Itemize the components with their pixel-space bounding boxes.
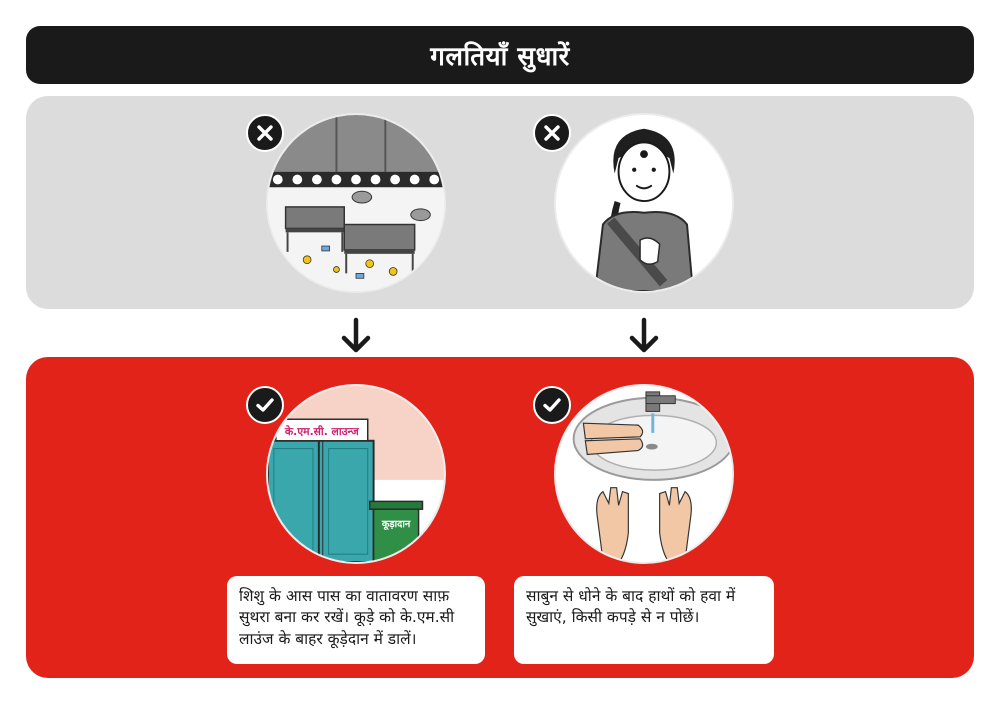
caption-clean-environment: शिशु के आस पास का वातावरण साफ़ सुथरा बना कर रखें। कूड़े को के.एम.सी लाउंज के बाहर कूड़ेदान में डालें।: [227, 576, 485, 664]
wrong-badge: [246, 114, 284, 152]
cluttered-ward-illustration: [266, 113, 446, 293]
bin-label: कूड़ादान: [381, 518, 411, 530]
correct-practices-panel: [26, 357, 974, 678]
caption-air-dry-hands: साबुन से धोने के बाद हाथों को हवा में सुखाएं, किसी कपड़े से न पोछें।: [514, 576, 774, 664]
check-icon: [255, 395, 275, 415]
title-bar: [26, 26, 974, 84]
correct-badge: [246, 386, 284, 424]
cross-icon: [542, 123, 562, 143]
woman-wiping-hands-illustration: [554, 113, 734, 293]
arrow-down-icon: [339, 316, 373, 356]
wrong-badge: [533, 114, 571, 152]
arrow-down-icon: [627, 316, 661, 356]
clean-lounge-illustration: [266, 384, 446, 564]
correct-badge: [533, 386, 571, 424]
cross-icon: [255, 123, 275, 143]
air-dry-hands-illustration: [554, 384, 734, 564]
check-icon: [542, 395, 562, 415]
page-title: गलतियाँ सुधारें: [430, 42, 570, 72]
wrong-practices-panel: [26, 96, 974, 309]
door-sign: के.एम.सी. लाउन्ज: [284, 424, 359, 438]
